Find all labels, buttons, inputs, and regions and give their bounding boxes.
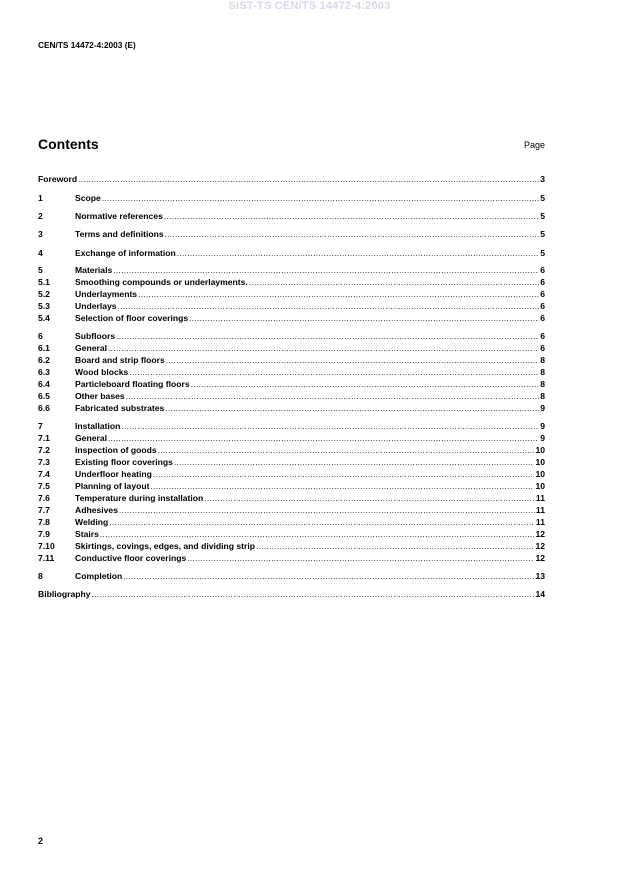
toc-entry-page: 5 [540,193,545,203]
toc-entry-number: 7 [38,421,43,431]
page-number: 2 [38,836,44,846]
toc-entry-number: 8 [38,571,43,581]
toc-entry-page: 10 [535,481,545,491]
toc-dot-leader [153,469,535,480]
toc-entry-page: 5 [540,211,545,221]
toc-entry[interactable] [38,541,545,552]
toc-entry-page: 9 [540,403,545,413]
toc-entry[interactable] [38,193,545,204]
toc-entry-number: 7.9 [38,529,50,539]
toc-entry-page: 9 [540,433,545,443]
toc-dot-leader [158,445,535,456]
toc-entry-number: 3 [38,229,43,239]
toc-dot-leader [121,421,539,432]
toc-entry-page: 6 [540,277,545,287]
toc-entry-title: Planning of layout [75,481,150,491]
toc-entry-number: 7.2 [38,445,50,455]
toc-entry-number: 6.3 [38,367,50,377]
toc-dot-leader [119,505,535,516]
toc-entry-page: 14 [535,589,545,599]
toc-entry-number: 5.2 [38,289,50,299]
toc-entry[interactable] [38,469,545,480]
toc-dot-leader [165,403,539,414]
toc-dot-leader [150,481,534,492]
toc-entry-page: 6 [540,343,545,353]
toc-entry-number: 7.1 [38,433,50,443]
toc-entry-number: 5.4 [38,313,50,323]
toc-entry[interactable] [38,229,545,240]
toc-dot-leader [204,493,535,504]
toc-entry[interactable] [38,529,545,540]
toc-entry[interactable] [38,174,545,185]
toc-dot-leader [100,529,535,540]
toc-entry-number: 2 [38,211,43,221]
toc-entry-title: Wood blocks [75,367,129,377]
toc-entry-title: Board and strip floors [75,355,165,365]
toc-entry-page: 13 [535,571,545,581]
toc-entry-page: 3 [540,174,545,184]
toc-entry[interactable] [38,391,545,402]
toc-entry-number: 4 [38,248,43,258]
toc-entry-title: Underlayments [75,289,138,299]
toc-entry-page: 10 [535,469,545,479]
toc-entry-number: 7.10 [38,541,55,551]
toc-entry-number: 7.5 [38,481,50,491]
toc-entry[interactable] [38,355,545,366]
toc-dot-leader [92,589,535,600]
toc-entry[interactable] [38,457,545,468]
toc-entry-number: 7.4 [38,469,50,479]
toc-entry-page: 8 [540,391,545,401]
toc-entry[interactable] [38,343,545,354]
toc-entry-title: Temperature during installation [75,493,204,503]
toc-entry-number: 6.1 [38,343,50,353]
toc-entry-page: 10 [535,457,545,467]
toc-entry[interactable] [38,248,545,259]
toc-entry-number: 5.3 [38,301,50,311]
toc-entry-number: 7.7 [38,505,50,515]
toc-dot-leader [109,517,535,528]
toc-entry-title: Underfloor heating [75,469,152,479]
toc-dot-leader [123,571,534,582]
toc-entry[interactable] [38,313,545,324]
toc-entry-title: Inspection of goods [75,445,157,455]
toc-dot-leader [256,541,534,552]
toc-entry[interactable] [38,211,545,222]
toc-entry-number: 7.3 [38,457,50,467]
toc-entry[interactable] [38,505,545,516]
toc-entry-title: Scope [75,193,101,203]
toc-entry-title: Other bases [75,391,125,401]
toc-entry[interactable] [38,481,545,492]
toc-entry-title: Completion [75,571,123,581]
toc-entry[interactable] [38,571,545,582]
toc-entry[interactable] [38,301,545,312]
toc-entry-title: Particleboard floating floors [75,379,190,389]
toc-entry-page: 12 [535,529,545,539]
toc-entry-title: Installation [75,421,121,431]
toc-entry-page: 9 [540,421,545,431]
toc-dot-leader [191,379,540,390]
toc-entry-title: Underlays [75,301,117,311]
toc-entry-page: 8 [540,355,545,365]
toc-entry-title: Exchange of information [75,248,176,258]
toc-dot-leader [108,343,539,354]
toc-entry-page: 10 [535,445,545,455]
contents-heading: Contents [38,136,99,152]
toc-dot-leader [129,367,539,378]
toc-entry-title: General [75,343,108,353]
toc-entry-title: Foreword [38,174,78,184]
toc-dot-leader [78,174,539,185]
toc-entry-page: 6 [540,331,545,341]
toc-entry-title: Fabricated substrates [75,403,165,413]
toc-entry-number: 7.8 [38,517,50,527]
toc-entry[interactable] [38,289,545,300]
toc-entry[interactable] [38,445,545,456]
toc-entry-number: 6.2 [38,355,50,365]
toc-entry-number: 6.6 [38,403,50,413]
toc-dot-leader [174,457,535,468]
toc-entry-title: Materials [75,265,113,275]
toc-entry-title: Existing floor coverings [75,457,173,467]
toc-entry[interactable] [38,589,545,600]
toc-entry-title: Adhesives [75,505,118,515]
toc-entry[interactable] [38,403,545,414]
toc-entry[interactable] [38,277,545,288]
toc-entry-title: General [75,433,108,443]
toc-dot-leader [116,331,539,342]
toc-entry-number: 6.5 [38,391,50,401]
toc-entry-page: 8 [540,367,545,377]
toc-entry-number: 5.1 [38,277,50,287]
toc-entry-number: 7.6 [38,493,50,503]
toc-entry[interactable] [38,493,545,504]
toc-entry-title: Welding [75,517,109,527]
toc-entry-page: 11 [535,505,545,515]
toc-dot-leader [177,248,539,259]
toc-entry-title: Skirtings, covings, edges, and dividing strip [75,541,256,551]
toc-entry-page: 5 [540,248,545,258]
toc-dot-leader [165,229,540,240]
toc-entry[interactable] [38,379,545,390]
page-column-label: Page [523,140,545,150]
toc-dot-leader [108,433,539,444]
toc-entry[interactable] [38,553,545,564]
toc-entry[interactable] [38,367,545,378]
toc-entry[interactable] [38,331,545,342]
toc-entry-page: 6 [540,301,545,311]
toc-entry-page: 6 [540,265,545,275]
toc-dot-leader [118,301,540,312]
toc-entry-title: Subfloors [75,331,116,341]
toc-dot-leader [102,193,539,204]
toc-entry-number: 7.11 [38,553,55,563]
toc-dot-leader [113,265,539,276]
toc-entry-number: 5 [38,265,43,275]
toc-dot-leader [164,211,539,222]
toc-dot-leader [126,391,540,402]
toc-entry-title: Bibliography [38,589,91,599]
toc-entry-page: 12 [535,541,545,551]
toc-entry-title: Smoothing compounds or underlayments. [75,277,248,287]
toc-dot-leader [166,355,539,366]
toc-entry-number: 6 [38,331,43,341]
toc-entry-title: Stairs [75,529,99,539]
toc-dot-leader [138,289,539,300]
toc-entry[interactable] [38,517,545,528]
toc-entry-title: Normative references [75,211,163,221]
toc-entry-title: Selection of floor coverings [75,313,189,323]
toc-entry-page: 6 [540,313,545,323]
toc-entry[interactable] [38,265,545,276]
toc-entry[interactable] [38,421,545,432]
document-id: CEN/TS 14472-4:2003 (E) [38,40,136,50]
toc-entry-page: 12 [535,553,545,563]
toc-entry-number: 6.4 [38,379,50,389]
toc-entry-number: 1 [38,193,43,203]
toc-dot-leader [189,313,539,324]
watermark: SIST-TS CEN/TS 14472-4:2003 [228,0,391,12]
toc-entry-page: 11 [535,517,545,527]
toc-dot-leader [249,277,539,288]
toc-entry-page: 8 [540,379,545,389]
toc-entry-page: 6 [540,289,545,299]
toc-entry-title: Conductive floor coverings [75,553,187,563]
toc-entry[interactable] [38,433,545,444]
toc-dot-leader [187,553,534,564]
toc-entry-page: 11 [535,493,545,503]
toc-entry-title: Terms and definitions [75,229,164,239]
toc-entry-page: 5 [540,229,545,239]
